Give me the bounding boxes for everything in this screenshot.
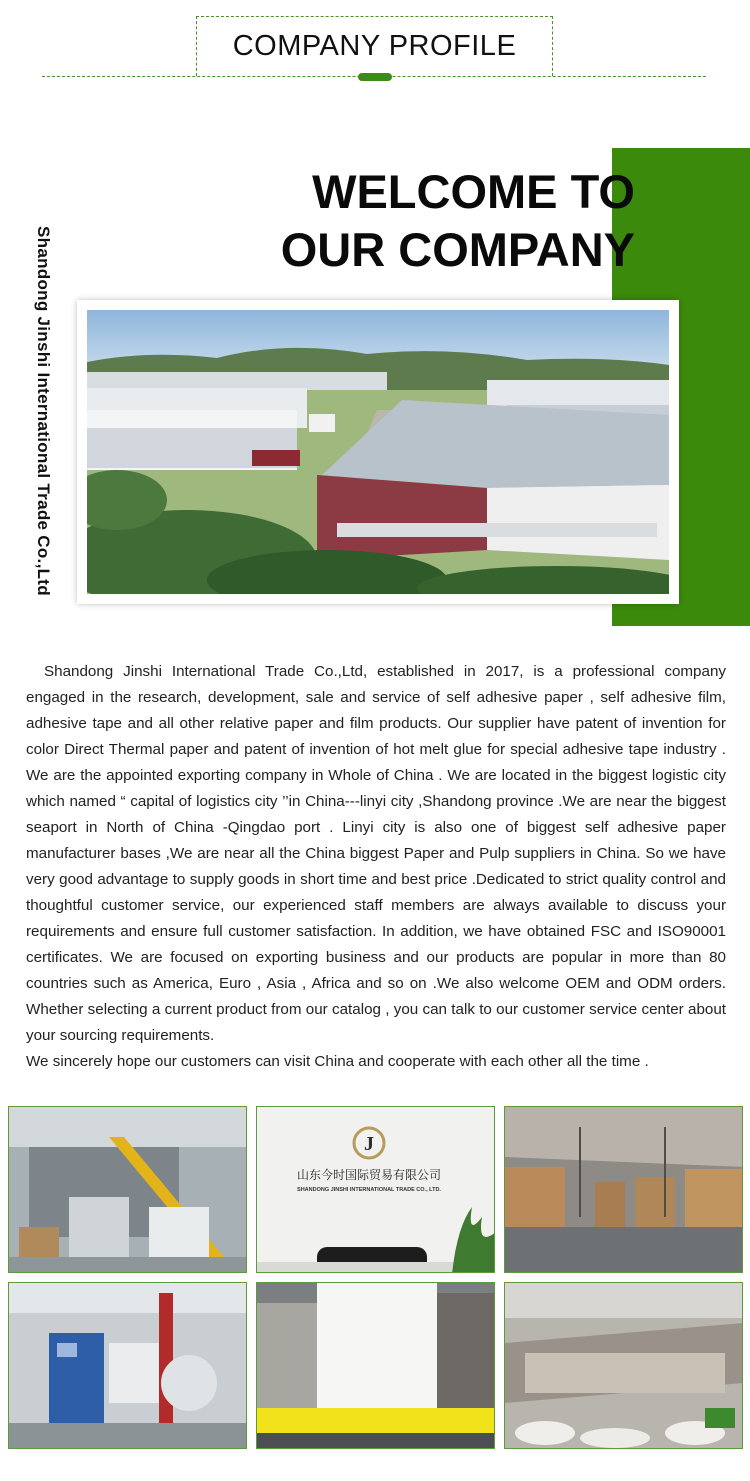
description-paragraph-2: We sincerely hope our customers can visit China and cooperate with each other all the time .	[26, 1053, 649, 1070]
sign-logo-letter: J	[364, 1133, 374, 1155]
welcome-heading	[281, 163, 635, 279]
description-paragraph-1: Shandong Jinshi International Trade Co.,Ltd, established in 2017, is a professional company engaged in the research, development, sale and service of self adhesive paper , self adhesive film, adhesive tape and all other relative paper and film products. Our supplier have patent of invention for color Direct Thermal paper and patent of invention of hot melt glue for special adhesive tape industry . We are the appointed exporting company in Whole of China . We are located in the biggest logistic city which named “ capital of logistics city ’’in China---linyi city ,Shandong province .We are near the biggest seaport in North of China -Qingdao port . Linyi city is also one of biggest self adhesive paper manufacturer bases ,We are near all the China biggest Paper and Pulp suppliers in China. So we have very good advantage to supply goods in short time and best price .Dedicated to strict quality control and thoughtful customer service, our experienced staff members are always available to discuss your requirements and ensure full customer satisfaction. In addition, we have obtained FSC and ISO90001 certificates. We are focused on exporting business and our products are popular in more than 80 countries such as America, Euro , Asia , Africa and so on .We also welcome OEM and ODM orders. Whether selecting a current product from our catalog , you can talk to our customer service center about your sourcing requirements.	[26, 663, 726, 1044]
header-accent-pill	[358, 73, 392, 81]
gallery-photo-production-line	[504, 1282, 743, 1449]
gallery-photo-paper-warehouse	[504, 1106, 743, 1273]
gallery-photo-blue-machine	[8, 1282, 247, 1449]
sign-chinese-name: 山东今时国际贸易有限公司	[296, 1168, 442, 1182]
welcome-line-1: WELCOME TO	[312, 165, 635, 218]
gallery-photo-coating-machine	[8, 1106, 247, 1273]
company-description	[26, 659, 726, 1075]
hero-photo-frame	[77, 300, 679, 604]
gallery-photo-paper-roll-machine	[256, 1282, 495, 1449]
company-name-vertical: Shandong Jinshi International Trade Co.,Ltd	[34, 226, 53, 596]
factory-aerial-photo	[87, 310, 669, 594]
sign-english-name: SHANDONG JINSHI INTERNATIONAL TRADE CO., LTD.	[297, 1187, 441, 1193]
page-title: COMPANY PROFILE	[232, 30, 517, 62]
welcome-line-2: OUR COMPANY	[280, 223, 635, 276]
gallery-photo-company-sign	[256, 1106, 495, 1273]
photo-gallery	[8, 1106, 744, 1449]
